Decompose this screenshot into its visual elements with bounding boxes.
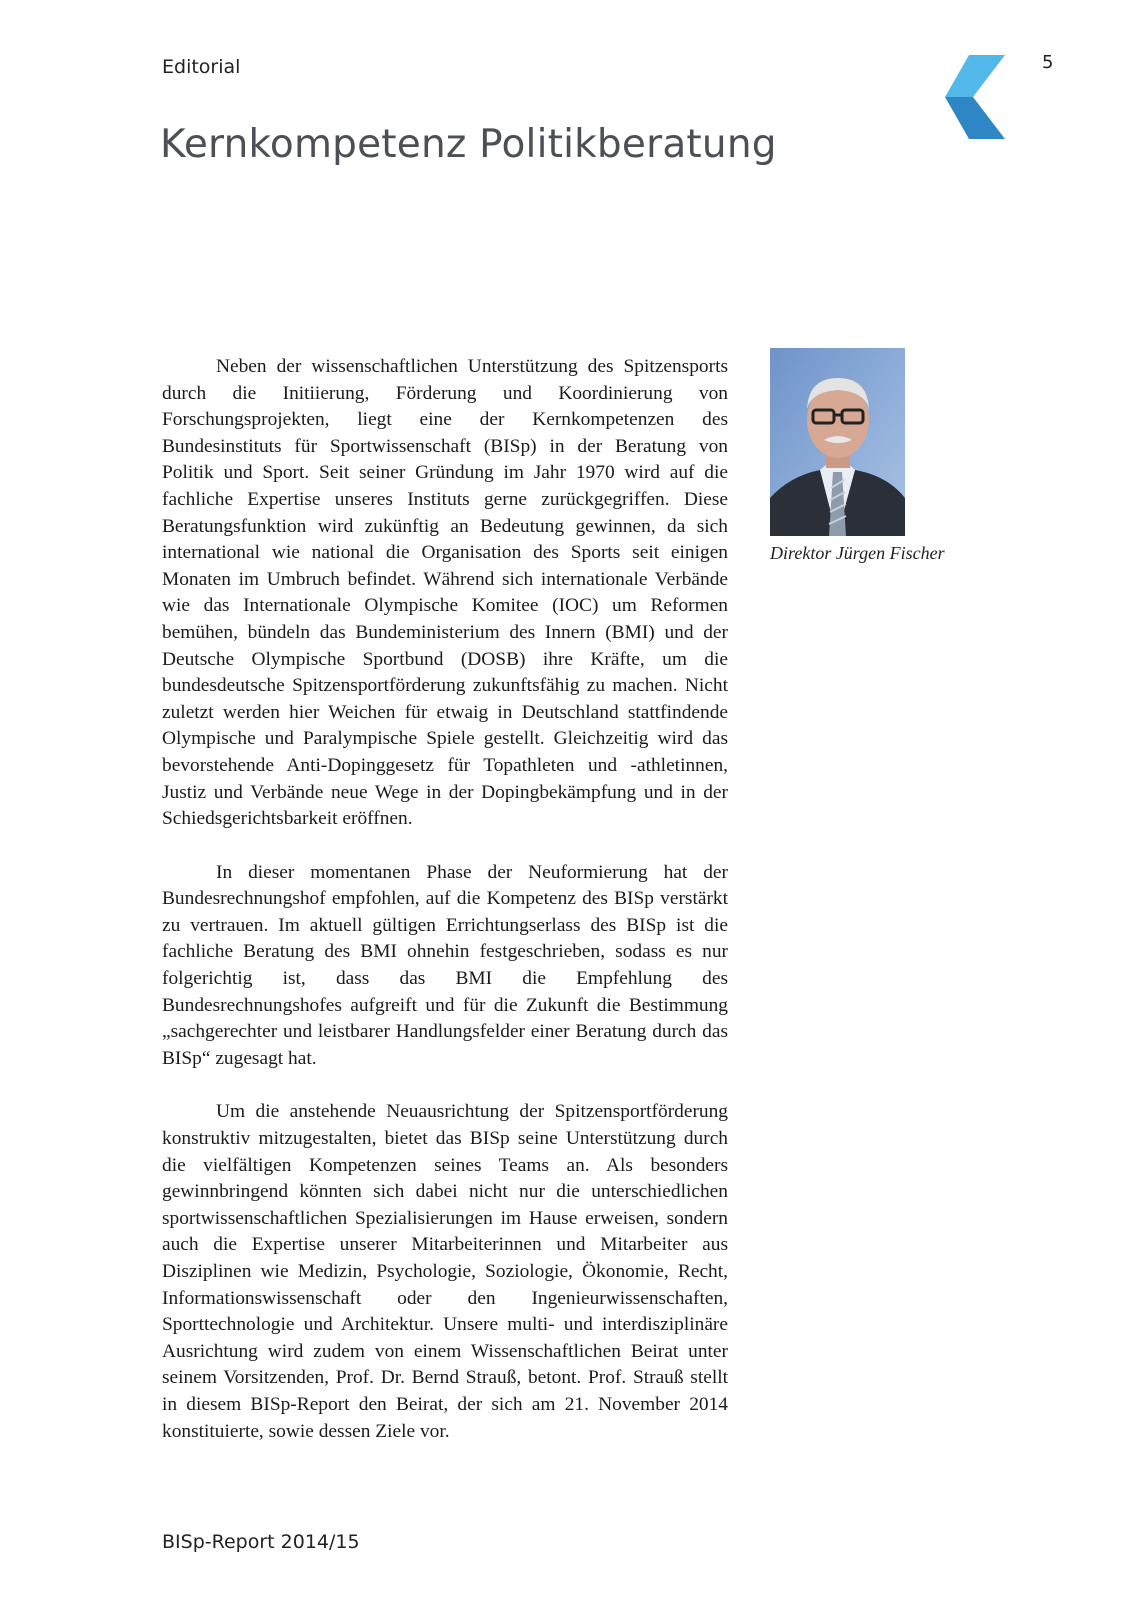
- section-label: Editorial: [162, 56, 241, 78]
- paragraph: Um die anstehende Neuausrichtung der Spitzensportförderung konstruktiv mitzugestalten, bietet das BISp seine Unterstützung durch die vielfältigen Kompetenzen seines Teams an. Als besonders gewinnbringend könnten sich dabei nicht nur die unterschiedlichen sportwissenschaftlichen Spezialisierungen im Hause erweisen, sondern auch die Expertise unserer Mitarbeiterinnen und Mitarbeiter aus Disziplinen wie Medizin, Psychologie, Soziologie, Ökonomie, Recht, Informationswissenschaft oder den Ingenieurwissenschaften, Sporttechnologie und Architektur. Unsere multi- und interdisziplinäre Ausrichtung wird zudem von einem Wissenschaftlichen Beirat unter seinem Vorsitzenden, Prof. Dr. Bernd Strauß, betont. Prof. Strauß stellt in diesem BISp-Report den Beirat, der sich am 21. November 2014 konstituierte, sowie dessen Ziele vor.: [162, 1101, 728, 1442]
- photo-caption: Direktor Jürgen Fischer: [770, 543, 945, 563]
- paragraph: In dieser momentanen Phase der Neuformierung hat der Bundesrechnungshof empfohlen, auf die Kompetenz des BISp verstärkt zu vertrauen. Im aktuell gültigen Errichtungserlass des BISp ist die fachliche Beratung des BMI ohnehin festgeschrieben, sodass es nur folgerichtig ist, dass das BMI die Empfehlung des Bundesrechnungshofes aufgreift und für die Zukunft die Bestimmung „sachgerechter und leistbarer Handlungsfelder einer Beratung durch das BISp“ zugesagt hat.: [162, 861, 728, 1069]
- article-body: [162, 354, 728, 1472]
- paragraph: Neben der wissenschaftlichen Unterstützung des Spitzensports durch die Initiierung, Förderung und Koordinierung von Forschungsprojekten, liegt eine der Kernkompetenzen des Bundesinstituts für Sportwissenschaft (BISp) in der Beratung von Politik und Sport. Seit seiner Gründung im Jahr 1970 wird auf die fachliche Expertise unseres Instituts gerne zurückgegriffen. Diese Beratungsfunktion wird zukünftig an Bedeutung gewinnen, da sich international wie national die Organisation des Sports seit einigen Monaten im Umbruch befindet. Während sich internationale Verbände wie das Internationale Olympische Komitee (IOC) um Reformen bemühen, bündeln das Bundeministerium des Innern (BMI) und der Deutsche Olympische Sportbund (DOSB) ihre Kräfte, um die bundesdeutsche Spitzensportförderung zukunftsfähig zu machen. Nicht zuletzt werden hier Weichen für etwaig in Deutschland stattfindende Olympische und Paralympische Spiele gestellt. Gleichzeitig wird das bevorstehende Anti-Dopinggesetz für Topathleten und -athletinnen, Justiz und Verbände neue Wege in der Dopingbekämpfung und in der Schiedsgerichtsbarkeit eröffnen.: [162, 356, 728, 830]
- page-number: 5: [1042, 52, 1054, 73]
- director-portrait: [770, 348, 905, 536]
- chevron-logo-icon: [945, 55, 1005, 139]
- footer-publication: BISp-Report 2014/15: [162, 1531, 360, 1553]
- page-title: Kernkompetenz Politikberatung: [160, 122, 777, 167]
